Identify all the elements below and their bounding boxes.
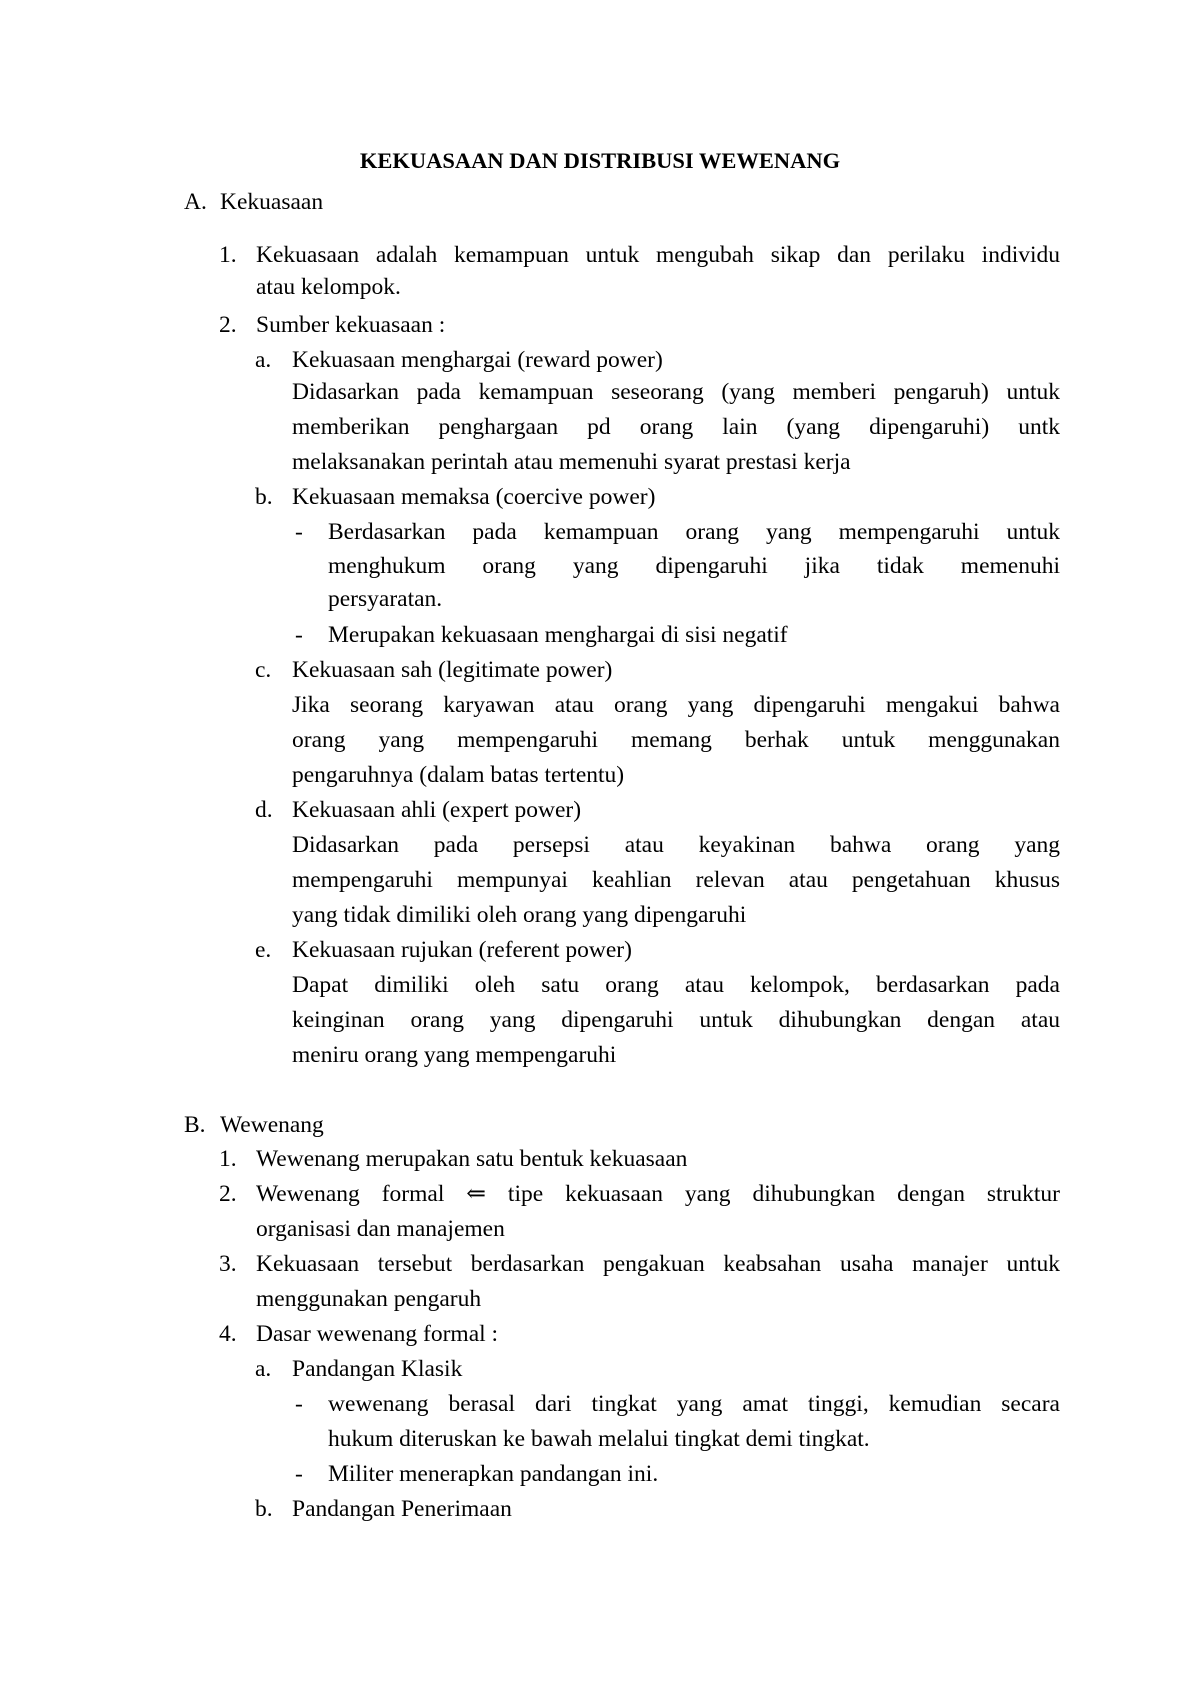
section-a-heading: Kekuasaan — [220, 189, 324, 215]
b-sub-b-heading: Pandangan Penerimaan — [292, 1496, 512, 1522]
b-sub-a-bullet1-line1: wewenang berasal dari tingkat yang amat tinggi, kemudian secara — [328, 1391, 1060, 1417]
b-sub-a-bullet1-marker: - — [295, 1391, 303, 1417]
b-sub-a-bullet2-marker: - — [295, 1461, 303, 1487]
a-sub-b-heading: Kekuasaan memaksa (coercive power) — [292, 484, 656, 510]
b-sub-a-bullet1-line2: hukum diteruskan ke bawah melalui tingkat demi tingkat. — [328, 1426, 870, 1452]
a-sub-b-bullet1-line1: Berdasarkan pada kemampuan orang yang mempengaruhi untuk — [328, 519, 1060, 545]
a-sub-e-heading: Kekuasaan rujukan (referent power) — [292, 937, 632, 963]
a-sub-a-marker: a. — [255, 347, 272, 373]
b-sub-a-bullet2-text: Militer menerapkan pandangan ini. — [328, 1461, 659, 1487]
a-sub-d-heading: Kekuasaan ahli (expert power) — [292, 797, 582, 823]
b-item4-text: Dasar wewenang formal : — [256, 1321, 499, 1347]
b-item1-text: Wewenang merupakan satu bentuk kekuasaan — [256, 1146, 688, 1172]
a-item2-text: Sumber kekuasaan : — [256, 312, 446, 338]
b-sub-b-marker: b. — [255, 1496, 273, 1522]
a-sub-c-line3: pengaruhnya (dalam batas tertentu) — [292, 762, 625, 788]
a-sub-b-bullet1-line3: persyaratan. — [328, 586, 443, 612]
a-item1-line1: Kekuasaan adalah kemampuan untuk mengubah sikap dan perilaku individu — [256, 242, 1060, 268]
a-sub-a-heading: Kekuasaan menghargai (reward power) — [292, 347, 663, 373]
a-sub-c-line2: orang yang mempengaruhi memang berhak untuk menggunakan — [292, 727, 1060, 753]
a-sub-b-bullet2-marker: - — [295, 622, 303, 648]
b-item2-marker: 2. — [219, 1181, 237, 1207]
b-item3-line1: Kekuasaan tersebut berdasarkan pengakuan keabsahan usaha manajer untuk — [256, 1251, 1060, 1277]
document-title: KEKUASAAN DAN DISTRIBUSI WEWENANG — [359, 148, 841, 173]
a-sub-e-line1: Dapat dimiliki oleh satu orang atau kelompok, berdasarkan pada — [292, 972, 1060, 998]
b-sub-a-marker: a. — [255, 1356, 272, 1382]
a-sub-b-bullet1-marker: - — [295, 519, 303, 545]
b-item1-marker: 1. — [219, 1146, 237, 1172]
a-sub-e-marker: e. — [255, 937, 272, 963]
a-sub-c-line1: Jika seorang karyawan atau orang yang dipengaruhi mengakui bahwa — [292, 692, 1060, 718]
a-sub-e-line2: keinginan orang yang dipengaruhi untuk dihubungkan dengan atau — [292, 1007, 1060, 1033]
a-sub-a-line2: memberikan penghargaan pd orang lain (yang dipengaruhi) untk — [292, 414, 1060, 440]
a-sub-d-line2: mempengaruhi mempunyai keahlian relevan atau pengetahuan khusus — [292, 867, 1060, 893]
a-sub-b-bullet2-text: Merupakan kekuasaan menghargai di sisi negatif — [328, 622, 788, 648]
a-sub-c-marker: c. — [255, 657, 272, 683]
a-sub-a-line1: Didasarkan pada kemampuan seseorang (yang memberi pengaruh) untuk — [292, 379, 1060, 405]
b-item4-marker: 4. — [219, 1321, 237, 1347]
a-sub-b-marker: b. — [255, 484, 273, 510]
a-sub-d-line3: yang tidak dimiliki oleh orang yang dipengaruhi — [292, 902, 747, 928]
a-sub-d-line1: Didasarkan pada persepsi atau keyakinan bahwa orang yang — [292, 832, 1060, 858]
b-item3-line2: menggunakan pengaruh — [256, 1286, 482, 1312]
b-item3-marker: 3. — [219, 1251, 237, 1277]
a-item1-line2: atau kelompok. — [256, 274, 401, 300]
a-item1-marker: 1. — [219, 242, 237, 268]
section-a-marker: A. — [184, 189, 207, 215]
a-sub-a-line3: melaksanakan perintah atau memenuhi syarat prestasi kerja — [292, 449, 851, 475]
b-item2-line1: Wewenang formal ⇐ tipe kekuasaan yang dihubungkan dengan struktur — [256, 1181, 1060, 1207]
a-item2-marker: 2. — [219, 312, 237, 338]
a-sub-e-line3: meniru orang yang mempengaruhi — [292, 1042, 617, 1068]
b-sub-a-heading: Pandangan Klasik — [292, 1356, 463, 1382]
section-b-heading: Wewenang — [220, 1112, 324, 1138]
a-sub-c-heading: Kekuasaan sah (legitimate power) — [292, 657, 613, 683]
a-sub-d-marker: d. — [255, 797, 273, 823]
section-b-marker: B. — [184, 1112, 206, 1138]
b-item2-line2: organisasi dan manajemen — [256, 1216, 505, 1242]
a-sub-b-bullet1-line2: menghukum orang yang dipengaruhi jika tidak memenuhi — [328, 553, 1060, 579]
